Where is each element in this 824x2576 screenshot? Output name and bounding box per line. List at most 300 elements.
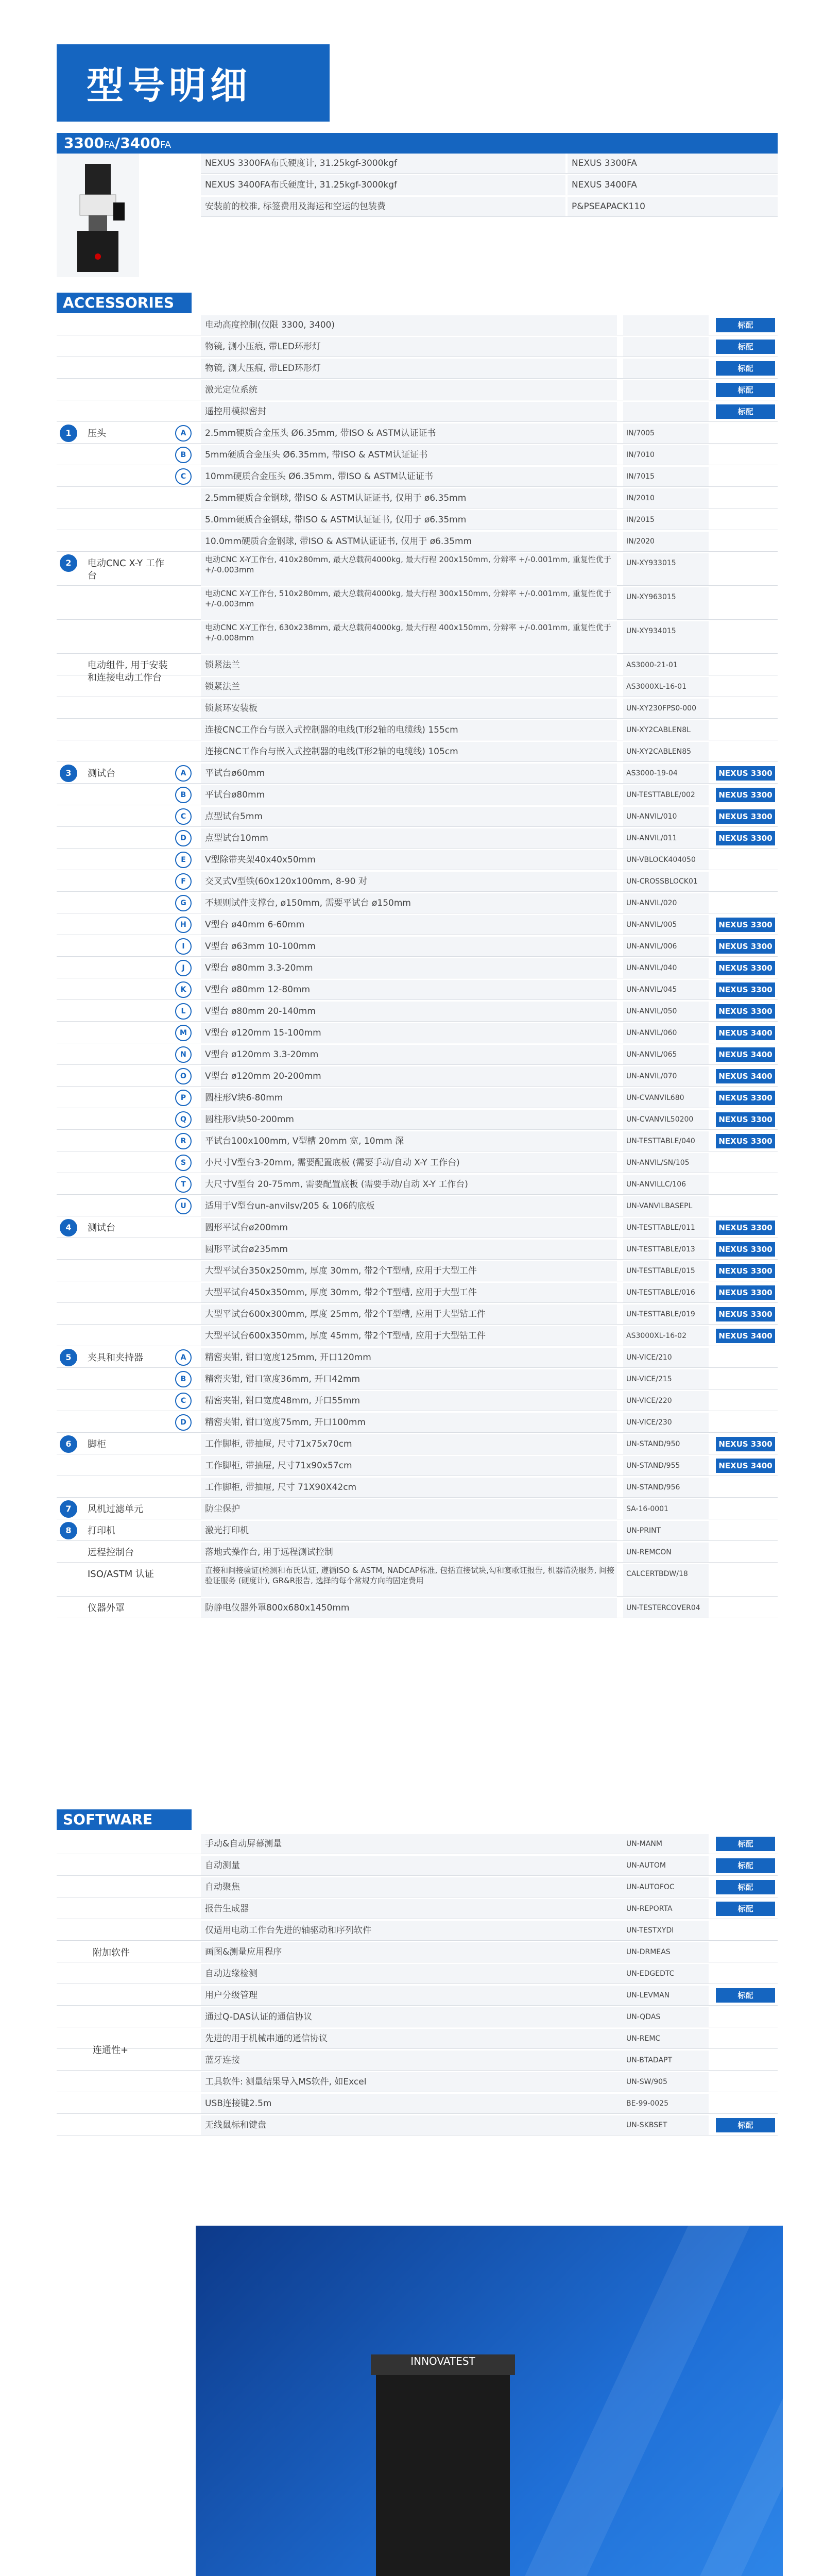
accessory-code: UN-XY933015 (623, 553, 709, 585)
accessory-row (57, 893, 778, 913)
accessory-tag: NEXUS 3400 (716, 1329, 775, 1343)
item-letter-badge: O (175, 1068, 192, 1084)
accessory-desc: V型台 ø80mm 12-80mm (201, 980, 617, 999)
accessory-desc: 平试台ø60mm (201, 764, 617, 783)
software-code: UN-REPORTA (623, 1899, 709, 1919)
machine-logo-text: INNOVATEST (410, 2355, 475, 2367)
accessory-row (57, 980, 778, 1000)
item-letter-badge: M (175, 1025, 192, 1041)
accessory-code: AS3000XL-16-01 (623, 677, 709, 697)
group-label: 仪器外罩 (88, 1603, 125, 1614)
item-letter-badge: S (175, 1155, 192, 1171)
group-number-badge: 2 (60, 554, 77, 572)
software-code: UN-REMC (623, 2029, 709, 2048)
item-letter-badge: K (175, 981, 192, 998)
item-letter-badge: A (175, 425, 192, 442)
accessory-desc: 不规则试件支撑台, ø150mm, 需要平试台 ø150mm (201, 893, 617, 913)
accessory-desc: 5mm硬质合金压头 Ø6.35mm, 带ISO & ASTM认证证书 (201, 445, 617, 465)
item-letter-badge: T (175, 1176, 192, 1193)
accessory-code: UN-ANVIL/070 (623, 1066, 709, 1086)
accessory-code: UN-TESTERCOVER04 (623, 1598, 709, 1618)
accessory-row (57, 1175, 778, 1195)
software-row (57, 1964, 778, 1984)
software-desc: 画图&测量应用程序 (201, 1942, 627, 1962)
accessory-tag: NEXUS 3400 (716, 1026, 775, 1040)
software-code: UN-TESTXYDI (623, 1921, 709, 1940)
accessory-code: AS3000XL-16-02 (623, 1326, 709, 1346)
item-letter-badge: H (175, 917, 192, 933)
software-table (57, 1834, 778, 2205)
accessory-desc: 物镜, 测小压痕, 带LED环形灯 (201, 337, 617, 357)
software-tag: 标配 (716, 1902, 775, 1916)
accessory-tag: NEXUS 3300 (716, 1307, 775, 1321)
accessory-row (57, 1002, 778, 1022)
accessory-code: UN-VICE/215 (623, 1369, 709, 1389)
software-desc: 仅适用电动工作台先进的轴驱动和序列软件 (201, 1921, 627, 1940)
accessory-desc: 圆形平试台ø235mm (201, 1240, 617, 1259)
accessory-row (57, 915, 778, 935)
accessory-tag: NEXUS 3300 (716, 766, 775, 781)
software-row (57, 2007, 778, 2027)
accessory-desc: 大型平试台450x350mm, 厚度 30mm, 带2个T型槽, 应用于大型工件 (201, 1283, 617, 1302)
model-row (201, 197, 778, 217)
model-row (201, 175, 778, 195)
accessory-row (57, 510, 778, 530)
software-row (57, 2072, 778, 2092)
group-number-badge: 3 (60, 765, 77, 782)
accessory-code: UN-CVANVIL50200 (623, 1110, 709, 1129)
software-row (57, 1856, 778, 1876)
accessory-row (57, 1088, 778, 1108)
accessory-code: UN-ANVIL/065 (623, 1045, 709, 1064)
accessory-code: UN-REMCON (623, 1543, 709, 1562)
accessory-desc: V型台 ø80mm 3.3-20mm (201, 958, 617, 978)
accessory-row (57, 1045, 778, 1065)
software-code: UN-DRMEAS (623, 1942, 709, 1962)
accessory-code (623, 315, 709, 335)
accessory-desc: V型台 ø120mm 3.3-20mm (201, 1045, 617, 1064)
accessory-desc: 连接CNC工作台与嵌入式控制器的电线(T形2轴的电缆线) 155cm (201, 720, 617, 740)
accessory-code: UN-STAND/950 (623, 1434, 709, 1454)
accessory-row (57, 1283, 778, 1303)
accessory-tag: NEXUS 3300 (716, 1264, 775, 1278)
accessory-desc: 精密夹钳, 钳口宽度36mm, 开口42mm (201, 1369, 617, 1389)
item-letter-badge: E (175, 852, 192, 868)
accessory-tag: NEXUS 3300 (716, 1285, 775, 1300)
software-desc: 工具软件: 测量结果导入MS软件, 如Excel (201, 2072, 627, 2092)
software-row (57, 1834, 778, 1854)
accessory-code: AS3000-19-04 (623, 764, 709, 783)
accessory-code: UN-VICE/210 (623, 1348, 709, 1367)
accessory-row (57, 1153, 778, 1173)
accessory-tag: NEXUS 3300 (716, 918, 775, 932)
accessory-desc: 小尺寸V型台3-20mm, 需要配置底板 (需要手动/自动 X-Y 工作台) (201, 1153, 617, 1173)
accessory-tag: NEXUS 3400 (716, 1047, 775, 1062)
accessory-code: UN-ANVIL/045 (623, 980, 709, 999)
software-heading: SOFTWARE (57, 1809, 192, 1830)
software-desc: 自动测量 (201, 1856, 627, 1875)
item-letter-badge: F (175, 873, 192, 890)
model-heading: 3300FA/3400FA (57, 133, 778, 154)
model-section (57, 133, 778, 282)
accessory-desc: 工作脚柜, 带抽屉, 尺寸71x90x57cm (201, 1456, 617, 1476)
accessory-desc: 大型平试台600x350mm, 厚度 45mm, 带2个T型槽, 应用于大型钻工件 (201, 1326, 617, 1346)
accessory-tag: NEXUS 3300 (716, 1134, 775, 1148)
accessory-row (57, 1391, 778, 1411)
accessory-desc: 点型试台5mm (201, 807, 617, 826)
software-row (57, 2050, 778, 2071)
software-code: BE-99-0025 (623, 2094, 709, 2113)
accessory-row (57, 1066, 778, 1087)
item-letter-badge: I (175, 938, 192, 955)
software-row (57, 1986, 778, 2006)
accessory-desc: 2.5mm硬质合金压头 Ø6.35mm, 带ISO & ASTM认证证书 (201, 423, 617, 443)
item-letter-badge: C (175, 808, 192, 825)
accessory-row (57, 1369, 778, 1389)
accessory-desc: 激光定位系统 (201, 380, 617, 400)
item-letter-badge: B (175, 1371, 192, 1387)
accessory-tag: NEXUS 3300 (716, 809, 775, 824)
software-tag: 标配 (716, 2118, 775, 2132)
accessory-desc: 连接CNC工作台与嵌入式控制器的电线(T形2轴的电缆线) 105cm (201, 742, 617, 761)
accessory-desc: 遥控用模拟密封 (201, 402, 617, 421)
accessory-tag: NEXUS 3300 (716, 982, 775, 997)
software-row (57, 2094, 778, 2114)
accessory-row (57, 1456, 778, 1476)
accessory-code: UN-VICE/220 (623, 1391, 709, 1411)
accessory-desc: 落地式操作台, 用于远程测试控制 (201, 1543, 617, 1562)
accessory-code: UN-ANVIL/040 (623, 958, 709, 978)
accessory-tag: 标配 (716, 340, 775, 354)
item-letter-badge: U (175, 1198, 192, 1214)
model-row (201, 154, 778, 174)
accessory-code: UN-TESTTABLE/019 (623, 1304, 709, 1324)
software-code: UN-SW/905 (623, 2072, 709, 2092)
item-letter-badge: A (175, 1349, 192, 1366)
group-label: 夹具和夹持器 (88, 1352, 143, 1363)
accessory-row (57, 1023, 778, 1043)
software-code: UN-SKBSET (623, 2115, 709, 2135)
item-letter-badge: C (175, 1393, 192, 1409)
group-number-badge: 4 (60, 1219, 77, 1236)
accessory-desc: 物镜, 测大压痕, 带LED环形灯 (201, 359, 617, 378)
model-code: NEXUS 3300FA (568, 154, 778, 173)
accessory-desc: 激光打印机 (201, 1521, 617, 1540)
accessory-desc: V型台 ø120mm 15-100mm (201, 1023, 617, 1043)
product-image (57, 154, 139, 277)
software-desc: 先进的用于机械串通的通信协议 (201, 2029, 627, 2048)
software-row (57, 1921, 778, 1941)
accessory-row (57, 467, 778, 487)
accessories-table (57, 315, 778, 1706)
accessory-row (57, 1196, 778, 1216)
accessory-desc: 工作脚柜, 带抽屉, 尺寸71x75x70cm (201, 1434, 617, 1454)
accessory-desc: 交叉式V型铁(60x120x100mm, 8-90 对 (201, 872, 617, 891)
accessory-code: UN-STAND/956 (623, 1478, 709, 1497)
accessory-desc: V型台 ø63mm 10-100mm (201, 937, 617, 956)
accessory-row (57, 1326, 778, 1346)
accessory-tag: NEXUS 3300 (716, 1221, 775, 1235)
machine-photo (196, 2226, 783, 2576)
accessory-code: IN/7010 (623, 445, 709, 465)
accessory-row (57, 720, 778, 740)
accessory-code (623, 380, 709, 400)
accessory-row (57, 699, 778, 719)
accessory-desc: 大尺寸V型台 20-75mm, 需要配置底板 (需要手动/自动 X-Y 工作台) (201, 1175, 617, 1194)
accessory-code: UN-XY963015 (623, 587, 709, 619)
accessory-desc: 圆柱形V块50-200mm (201, 1110, 617, 1129)
accessory-code: UN-VICE/230 (623, 1413, 709, 1432)
accessory-row (57, 488, 778, 509)
software-desc: 自动聚焦 (201, 1877, 627, 1897)
accessory-row (57, 872, 778, 892)
accessory-desc: 平试台ø80mm (201, 785, 617, 805)
accessory-code: UN-VBLOCK404050 (623, 850, 709, 870)
accessory-code: UN-XY2CABLEN8L (623, 720, 709, 740)
item-letter-badge: L (175, 1003, 192, 1020)
software-code: UN-AUTOFOC (623, 1877, 709, 1897)
accessory-row (57, 828, 778, 849)
accessory-code: UN-CVANVIL680 (623, 1088, 709, 1108)
item-letter-badge: R (175, 1133, 192, 1149)
accessory-desc: 工作脚柜, 带抽屉, 尺寸 71X90X42cm (201, 1478, 617, 1497)
accessory-tag: NEXUS 3400 (716, 1459, 775, 1473)
accessory-code: UN-PRINT (623, 1521, 709, 1540)
accessory-desc: 点型试台10mm (201, 828, 617, 848)
accessory-code: IN/2020 (623, 532, 709, 551)
accessory-row (57, 1304, 778, 1325)
group-label: 打印机 (88, 1526, 115, 1536)
accessory-desc: 圆柱形V块6-80mm (201, 1088, 617, 1108)
accessory-code: UN-ANVIL/020 (623, 893, 709, 913)
accessory-code (623, 359, 709, 378)
accessory-desc: 精密夹钳, 钳口宽度75mm, 开口100mm (201, 1413, 617, 1432)
accessory-tag: NEXUS 3300 (716, 1091, 775, 1105)
accessory-code: UN-TESTTABLE/016 (623, 1283, 709, 1302)
accessory-code: UN-ANVIL/SN/105 (623, 1153, 709, 1173)
software-desc: USB连接键2.5m (201, 2094, 627, 2113)
item-letter-badge: C (175, 468, 192, 485)
item-letter-badge: J (175, 960, 192, 976)
item-letter-badge: G (175, 895, 192, 911)
accessory-code: SA-16-0001 (623, 1499, 709, 1519)
accessory-code: UN-TESTTABLE/015 (623, 1261, 709, 1281)
accessory-row (57, 742, 778, 762)
item-letter-badge: D (175, 1414, 192, 1431)
group-label: 电动组件, 用于安装和连接电动工作台 (88, 660, 168, 683)
accessory-tag: 标配 (716, 404, 775, 419)
accessory-code: IN/7015 (623, 467, 709, 486)
accessory-desc: V型除带夹架40x40x50mm (201, 850, 617, 870)
accessory-row (57, 587, 778, 620)
accessory-row (57, 621, 778, 654)
group-label: 测试台 (88, 768, 115, 779)
accessory-row (57, 1110, 778, 1130)
model-code: NEXUS 3400FA (568, 175, 778, 195)
accessory-desc: 锁紧法兰 (201, 655, 617, 675)
accessory-code: AS3000-21-01 (623, 655, 709, 675)
accessory-desc: 锁紧环安装板 (201, 699, 617, 718)
item-letter-badge: D (175, 830, 192, 846)
accessory-desc: 精密夹钳, 钳口宽度48mm, 开口55mm (201, 1391, 617, 1411)
page-title: 型号明细 (87, 64, 252, 107)
accessory-code: UN-XY934015 (623, 621, 709, 653)
group-label: 远程控制台 (88, 1547, 134, 1558)
accessory-desc: 大型平试台350x250mm, 厚度 30mm, 带2个T型槽, 应用于大型工件 (201, 1261, 617, 1281)
accessory-tag: NEXUS 3300 (716, 831, 775, 845)
accessory-desc: 电动CNC X-Y工作台, 630x238mm, 最大总载荷4000kg, 最大行程 400x150mm, 分辨率 +/-0.001mm, 重复性优于+/-0.008mm (201, 621, 617, 654)
software-row (57, 1942, 778, 1962)
accessory-desc: 直接和间接验证(检测和布氏认证, 遵循ISO & ASTM, NADCAP标准, 包括直接试块,勾和宴歌证报告, 机器清洗服务, 间接验证服务 (硬度计), GR&R报告, 选择的每个常规方向的固定费用 (201, 1564, 617, 1597)
accessory-desc: 10mm硬质合金压头 Ø6.35mm, 带ISO & ASTM认证证书 (201, 467, 617, 486)
software-code: UN-LEVMAN (623, 1986, 709, 2005)
group-number-badge: 8 (60, 1522, 77, 1539)
accessory-row (57, 445, 778, 465)
group-number-badge: 7 (60, 1500, 77, 1518)
software-code: UN-BTADAPT (623, 2050, 709, 2070)
accessory-code: IN/2015 (623, 510, 709, 530)
accessory-code: CALCERTBDW/18 (623, 1564, 709, 1596)
software-tag: 标配 (716, 1988, 775, 2003)
accessory-row (57, 315, 778, 335)
software-group-label: 附加软件 (93, 1947, 130, 1958)
page-header (57, 44, 330, 122)
accessory-code: UN-CROSSBLOCK01 (623, 872, 709, 891)
software-desc: 用户分级管理 (201, 1986, 627, 2005)
software-row (57, 1899, 778, 1919)
accessory-code: UN-ANVIL/010 (623, 807, 709, 826)
accessory-desc: 电动CNC X-Y工作台, 510x280mm, 最大总载荷4000kg, 最大行程 300x150mm, 分辨率 +/-0.001mm, 重复性优于+/-0.003mm (201, 587, 617, 620)
accessory-row (57, 937, 778, 957)
accessory-row (57, 1261, 778, 1281)
software-row (57, 2115, 778, 2136)
accessory-tag: NEXUS 3300 (716, 788, 775, 802)
model-desc: NEXUS 3300FA布氏硬度计, 31.25kgf-3000kgf (201, 154, 565, 173)
item-letter-badge: B (175, 447, 192, 463)
item-letter-badge: Q (175, 1111, 192, 1128)
group-label: 风机过滤单元 (88, 1504, 143, 1515)
software-desc: 手动&自动屏幕测量 (201, 1834, 627, 1854)
model-desc: 安装前的校准, 标签费用及海运和空运的包装费 (201, 197, 565, 216)
accessory-tag: 标配 (716, 318, 775, 332)
software-row (57, 2029, 778, 2049)
accessory-code: IN/2010 (623, 488, 709, 508)
accessory-tag: NEXUS 3300 (716, 1112, 775, 1127)
software-desc: 自动边缘检测 (201, 1964, 627, 1984)
software-desc: 通过Q-DAS认证的通信协议 (201, 2007, 627, 2027)
software-tag: 标配 (716, 1880, 775, 1894)
accessory-row (57, 532, 778, 552)
accessory-row (57, 1413, 778, 1433)
accessory-desc: 5.0mm硬质合金钢球, 带ISO & ASTM认证证书, 仅用于 ø6.35mm (201, 510, 617, 530)
group-number-badge: 6 (60, 1435, 77, 1453)
accessory-row (57, 958, 778, 978)
accessory-desc: 防尘保护 (201, 1499, 617, 1519)
accessory-code: UN-ANVIL/011 (623, 828, 709, 848)
accessory-row (57, 380, 778, 400)
accessory-desc: V型台 ø120mm 20-200mm (201, 1066, 617, 1086)
accessory-tag: NEXUS 3300 (716, 1242, 775, 1257)
accessory-code: UN-ANVIL/005 (623, 915, 709, 935)
accessory-desc: 适用于V型台un-anvilsv/205 & 106的底板 (201, 1196, 617, 1216)
accessory-row (57, 807, 778, 827)
accessory-code: UN-TESTTABLE/002 (623, 785, 709, 805)
group-label: 电动CNC X-Y 工作台 (88, 558, 164, 581)
software-row (57, 1877, 778, 1897)
accessory-desc: 大型平试台600x300mm, 厚度 25mm, 带2个T型槽, 应用于大型钻工件 (201, 1304, 617, 1324)
accessory-code: UN-TESTTABLE/011 (623, 1218, 709, 1238)
accessory-code: UN-ANVIL/006 (623, 937, 709, 956)
model-desc: NEXUS 3400FA布氏硬度计, 31.25kgf-3000kgf (201, 175, 565, 195)
accessory-tag: NEXUS 3300 (716, 1004, 775, 1019)
item-letter-badge: N (175, 1046, 192, 1063)
accessory-row (57, 850, 778, 870)
accessory-tag: NEXUS 3300 (716, 961, 775, 975)
accessory-desc: 精密夹钳, 钳口宽度125mm, 开口120mm (201, 1348, 617, 1367)
item-letter-badge: P (175, 1090, 192, 1106)
accessory-row (57, 359, 778, 379)
accessory-desc: 防静电仪器外罩800x680x1450mm (201, 1598, 617, 1618)
software-tag: 标配 (716, 1858, 775, 1873)
model-code: P&PSEAPACK110 (568, 197, 778, 216)
software-code: UN-EDGEDTC (623, 1964, 709, 1984)
group-label: 脚柜 (88, 1439, 106, 1450)
hardness-tester-illustration (299, 2344, 659, 2576)
group-label: ISO/ASTM 认证 (88, 1569, 154, 1580)
accessory-desc: 2.5mm硬质合金钢球, 带ISO & ASTM认证证书, 仅用于 ø6.35mm (201, 488, 617, 508)
accessory-desc: V型台 ø80mm 20-140mm (201, 1002, 617, 1021)
accessory-row (57, 337, 778, 357)
accessory-code (623, 337, 709, 357)
accessory-row (57, 402, 778, 422)
accessory-code: UN-TESTTABLE/040 (623, 1131, 709, 1151)
accessory-row (57, 1240, 778, 1260)
software-group-label: 连通性+ (93, 2045, 129, 2056)
group-number-badge: 1 (60, 425, 77, 442)
accessory-tag: 标配 (716, 383, 775, 397)
accessory-tag: NEXUS 3300 (716, 1437, 775, 1451)
software-code: UN-QDAS (623, 2007, 709, 2027)
accessory-code (623, 402, 709, 421)
item-letter-badge: A (175, 765, 192, 782)
group-label: 测试台 (88, 1223, 115, 1233)
accessory-code: UN-VANVILBASEPL (623, 1196, 709, 1216)
accessory-tag: NEXUS 3300 (716, 939, 775, 954)
accessory-code: UN-TESTTABLE/013 (623, 1240, 709, 1259)
group-label: 压头 (88, 428, 106, 439)
group-number-badge: 5 (60, 1349, 77, 1366)
accessory-row (57, 1478, 778, 1498)
accessory-code: UN-ANVIL/050 (623, 1002, 709, 1021)
accessory-code: UN-XY2CABLEN85 (623, 742, 709, 761)
software-desc: 报告生成器 (201, 1899, 627, 1919)
accessory-row (57, 1131, 778, 1151)
accessory-code: IN/7005 (623, 423, 709, 443)
accessory-row (57, 785, 778, 805)
accessory-desc: 电动高度控制(仅限 3300, 3400) (201, 315, 617, 335)
accessory-desc: 平试台100x100mm, V型槽 20mm 宽, 10mm 深 (201, 1131, 617, 1151)
item-letter-badge: B (175, 787, 192, 803)
software-tag: 标配 (716, 1837, 775, 1851)
accessory-code: UN-STAND/955 (623, 1456, 709, 1476)
accessory-desc: 锁紧法兰 (201, 677, 617, 697)
accessory-tag: 标配 (716, 361, 775, 376)
software-desc: 蓝牙连接 (201, 2050, 627, 2070)
accessory-tag: NEXUS 3400 (716, 1069, 775, 1083)
software-code: UN-MANM (623, 1834, 709, 1854)
accessory-desc: 圆形平试台ø200mm (201, 1218, 617, 1238)
software-code: UN-AUTOM (623, 1856, 709, 1875)
